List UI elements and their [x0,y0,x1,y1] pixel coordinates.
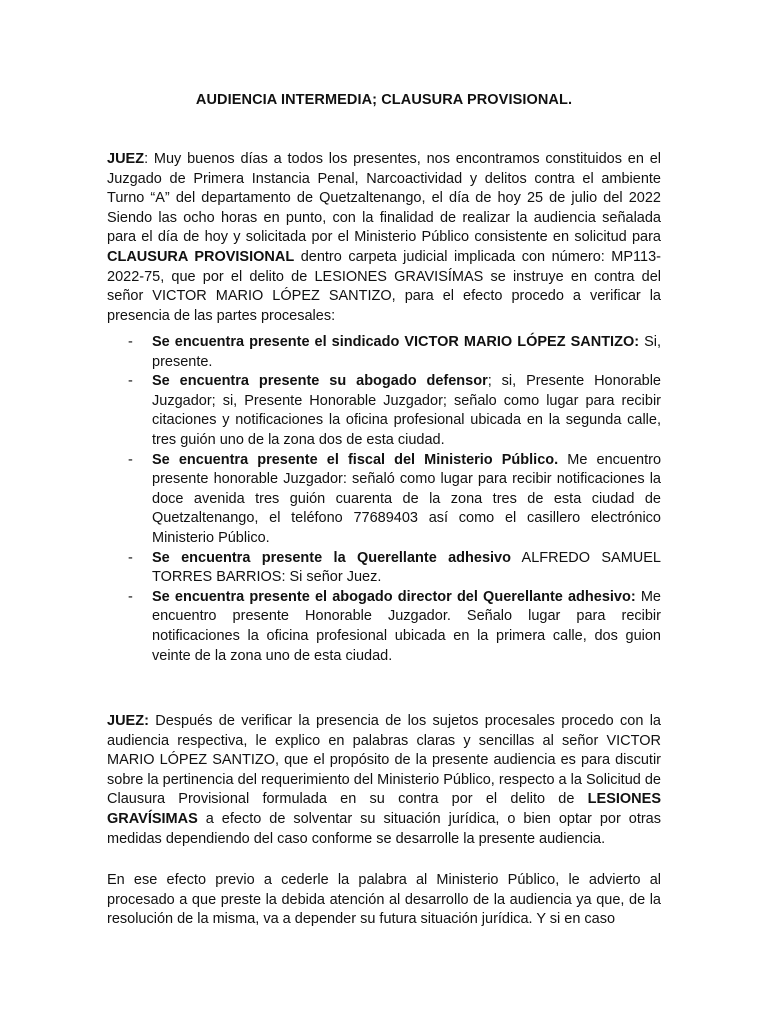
list-item-text: Me encuentro presente honorable Juzgador: señaló como lugar para recibir notificaciones la doce avenida tres guión cuarenta de la zona tres de esta ciudad de Quetzaltenango, el teléfono 77689403 así como el casillero electrónico Ministerio Público. [152,451,662,546]
paragraph-text: dentro carpeta judicial implicada con número: MP113-2022-75, que por el delito de LESIONES GRAVISÍMAS se instruye en contra del señor VICTOR MARIO LÓPEZ SANTIZO, para el efecto procedo a verificar la presencia de las partes procesales: [107,248,661,324]
speaker-colon: : [144,151,149,167]
list-dash: - [128,451,133,468]
list-dash: - [128,588,133,605]
list-item [107,549,661,588]
list-dash: - [128,549,133,566]
list-item [107,451,661,549]
paragraph-explanation [107,712,661,849]
list-item-bold: Se encuentra presente el abogado director del Querellante adhesivo: [152,588,636,605]
emphasis-lesiones: LESIONES GRAVÍSIMAS [107,791,661,827]
paragraph-text: a efecto de solventar su situación jurídica, o bien optar por otras medidas dependiendo del caso conforme se desarrolle la presente audiencia. [107,810,661,847]
list-item [107,333,661,372]
speaker-juez: JUEZ: [107,713,149,729]
list-item-text: Me encuentro presente Honorable Juzgador. Señalo lugar para recibir notificaciones la oficina profesional ubicada en la primera calle, dos guion veinte de la zona uno de esta ciudad. [152,588,661,664]
list-item-bold: Se encuentra presente su abogado defensor [152,373,488,390]
speaker-juez: JUEZ [107,151,145,167]
list-dash: - [128,334,133,350]
list-item-bold: Se encuentra presente el fiscal del Ministerio Público. [152,451,559,468]
paragraph-text: Muy buenos días a todos los presentes, nos encontramos constituidos en el Juzgado de Primera Instancia Penal, Narcoactividad y delitos contra el ambiente Turno “A” del departamento de Quetzaltenango, el día de hoy 25 de julio del 2022 Siendo las ocho horas en punto, con la finalidad de realizar la audiencia señalada para el día de hoy y solicitada por el Ministerio Público consistente en solicitud para [107,151,661,246]
paragraph-opening [107,150,661,326]
list-item-bold: Se encuentra presente la Querellante adhesivo [152,549,511,566]
list-item-text: ALFREDO SAMUEL TORRES BARRIOS: Si señor Juez. [152,549,661,586]
paragraph-text: Después de verificar la presencia de los sujetos procesales procedo con la audiencia respectiva, le explico en palabras claras y sencillas al señor VICTOR MARIO LÓPEZ SANTIZO, que el propósito de la presente audiencia es para discutir sobre la pertinencia del requerimiento del Ministerio Público, respecto a la Solicitud de Clausura Provisional formulada en su contra por el delito de [107,713,661,808]
list-dash: - [128,373,133,390]
document-title: AUDIENCIA INTERMEDIA; CLAUSURA PROVISIONAL. [195,92,573,108]
list-item-bold: Se encuentra presente el sindicado VICTOR MARIO LÓPEZ SANTIZO: [152,334,640,350]
list-item [107,588,661,666]
parties-list [107,333,661,666]
list-item [107,372,661,450]
paragraph-warning: En ese efecto previo a cederle la palabra al Ministerio Público, le advierto al procesado a que preste la debida atención al desarrollo de la audiencia ya que, de la resolución de la misma, va a depender su futura situación jurídica. Y si en caso [107,872,661,928]
list-item-text: ; si, Presente Honorable Juzgador; si, Presente Honorable Juzgador; señalo como lugar para recibir citaciones y notificaciones la oficina profesional ubicada en la segunda calle, tres guión uno de la zona dos de esta ciudad. [152,373,661,448]
emphasis-clausura: CLAUSURA PROVISIONAL [107,248,295,265]
list-item-text: Si, presente. [152,334,662,370]
